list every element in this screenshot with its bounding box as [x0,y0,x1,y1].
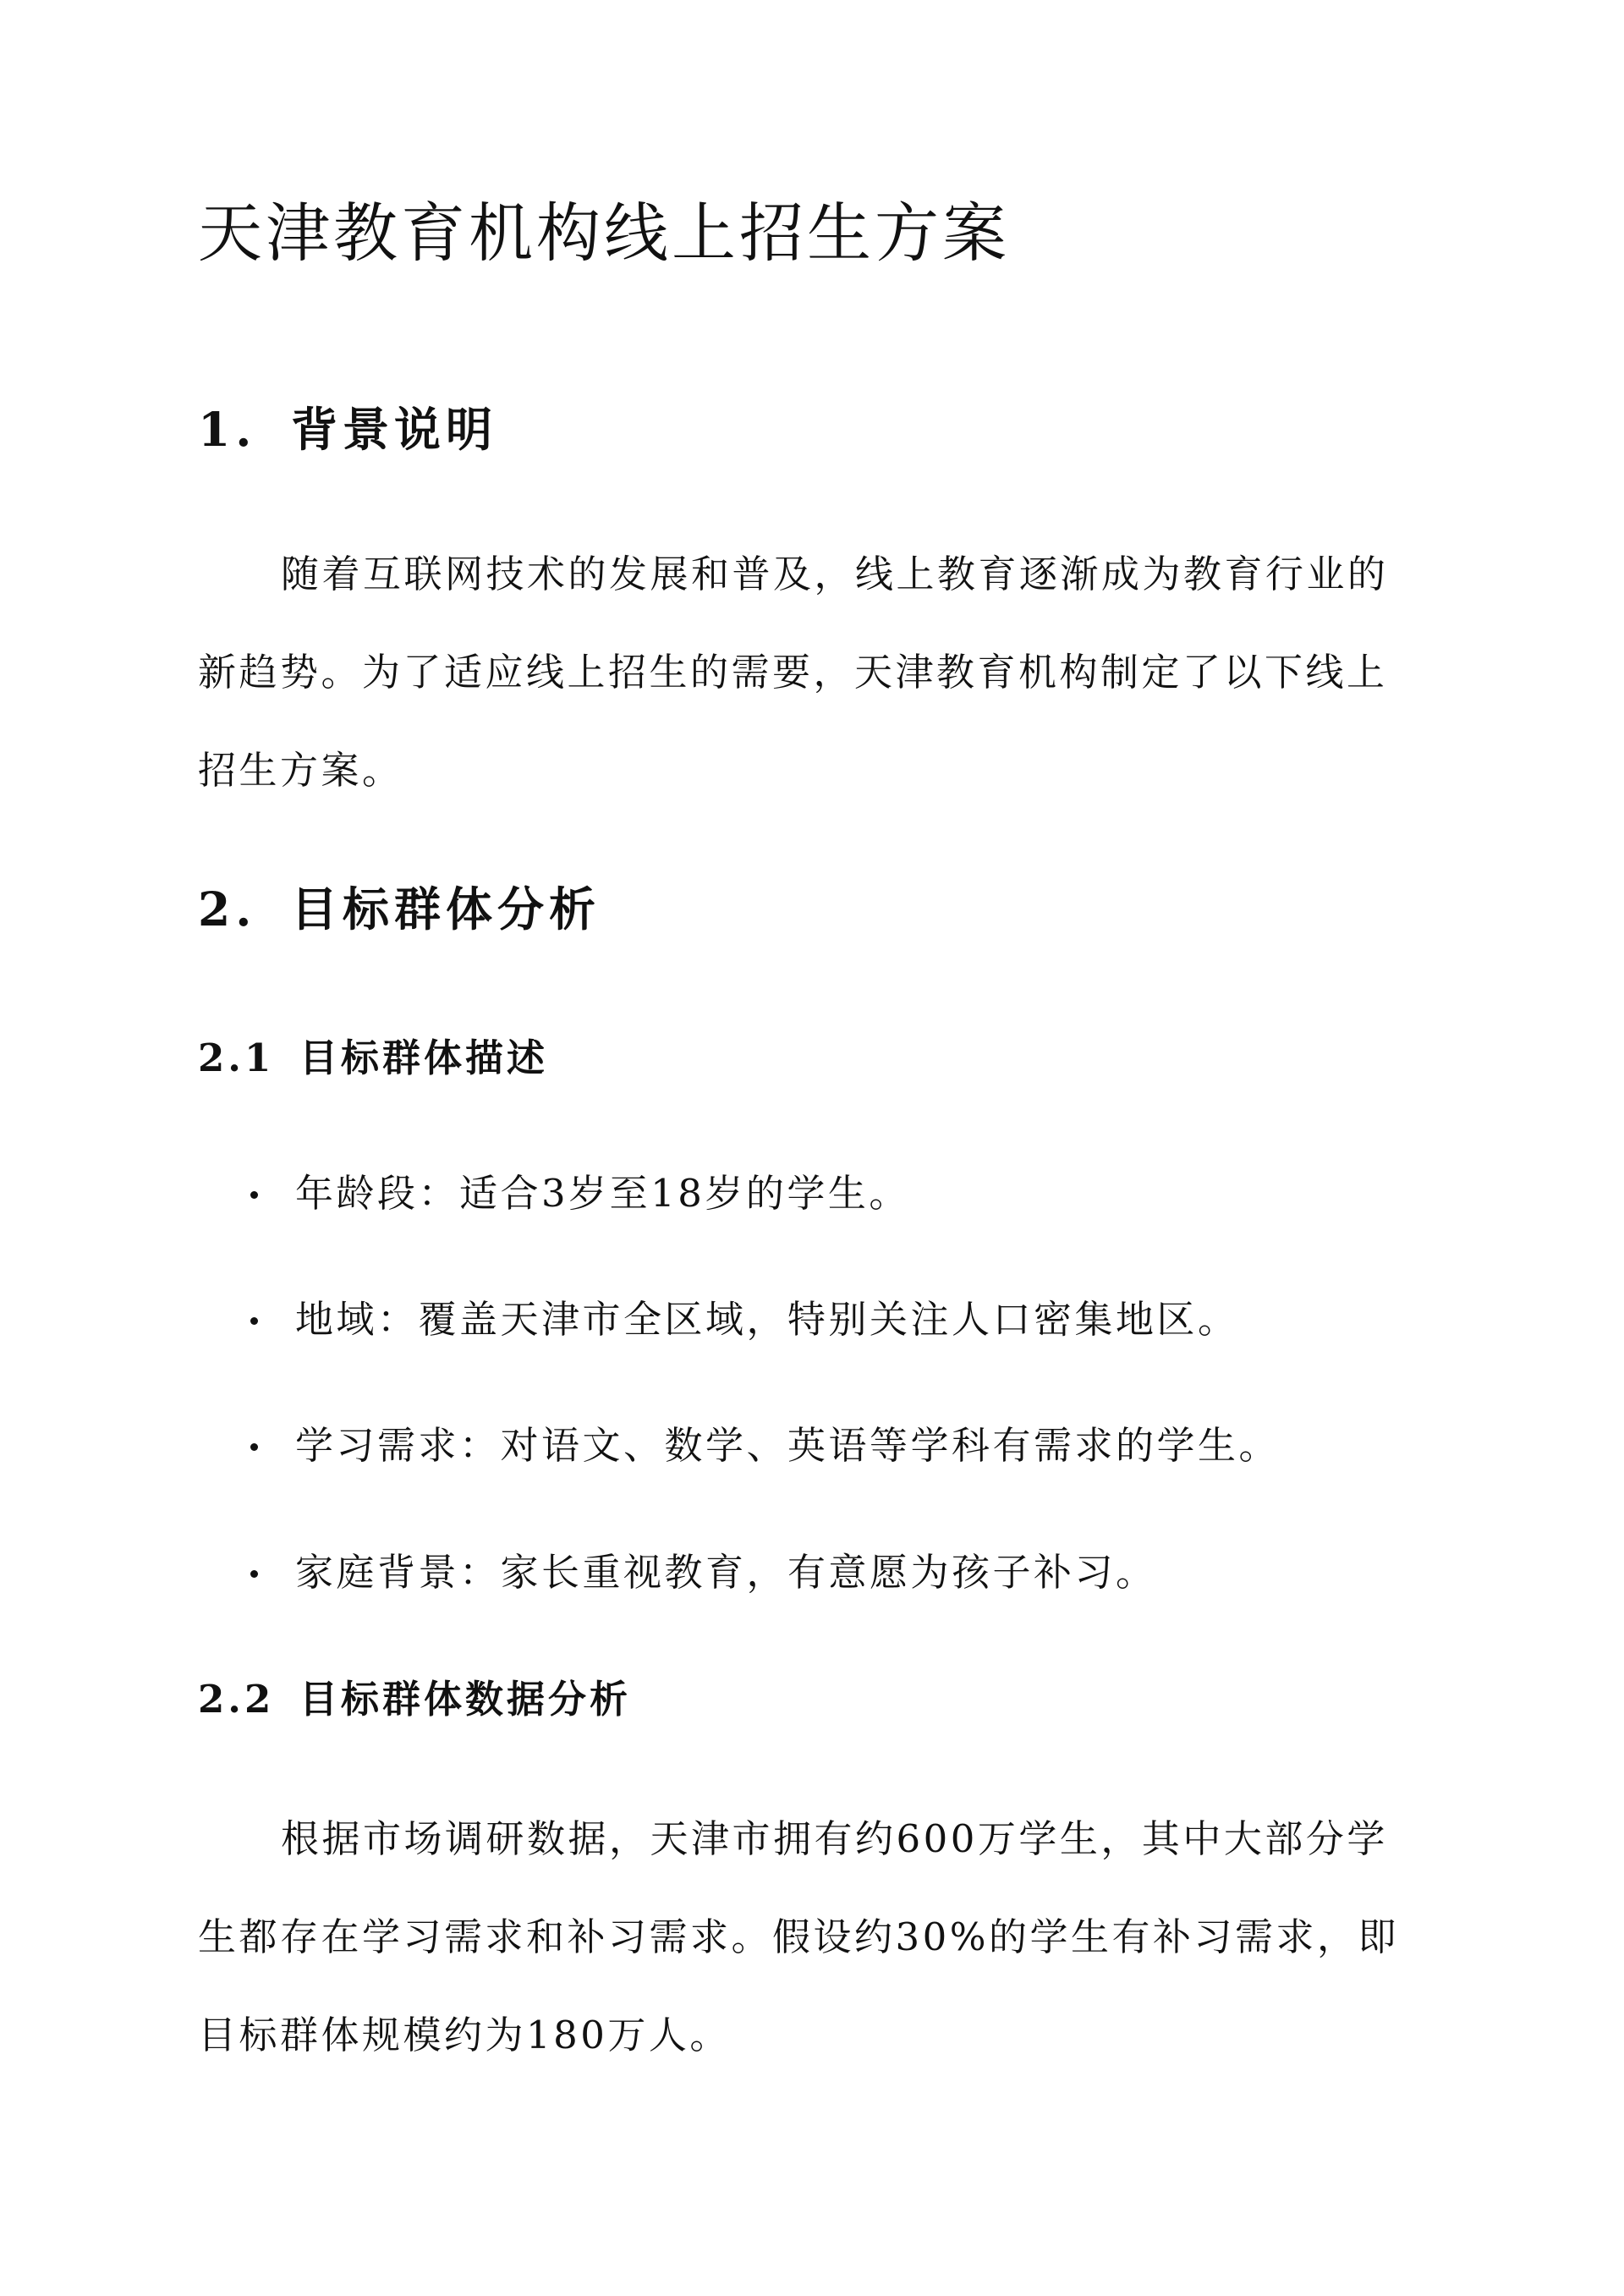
document-title: 天津教育机构线上招生方案 [198,195,1010,271]
subsection-2-1-title: 目标群体描述 [299,1035,549,1080]
section-1-number: 1. [198,402,257,457]
bullet-icon [250,1443,258,1451]
paragraph-line: 招生方案。 [198,748,403,793]
bullet-text: 地域：覆盖天津市全区域，特别关注人口密集地区。 [295,1297,1239,1342]
section-2-number: 2. [198,882,257,937]
bullet-text: 年龄段：适合3岁至18岁的学生。 [295,1171,910,1216]
paragraph-line: 新趋势。为了适应线上招生的需要，天津教育机构制定了以下线上 [198,650,1388,695]
section-2-title: 目标群体分析 [291,882,601,937]
subsection-2-2-title: 目标群体数据分析 [299,1677,632,1722]
paragraph-line: 生都存在学习需求和补习需求。假设约30%的学生有补习需求，即 [198,1914,1400,1959]
section-1-title: 背景说明 [291,402,498,457]
paragraph-line: 随着互联网技术的发展和普及，线上教育逐渐成为教育行业的 [281,552,1389,596]
section-2-heading [198,882,601,937]
section-1-heading [198,402,498,457]
subsection-2-2-number: 2.2 [198,1677,275,1722]
subsection-2-2-heading [198,1677,632,1722]
bullet-text: 家庭背景：家长重视教育，有意愿为孩子补习。 [295,1550,1157,1595]
bullet-text: 学习需求：对语文、数学、英语等学科有需求的学生。 [295,1423,1281,1468]
bullet-icon [250,1570,258,1578]
bullet-icon [250,1317,258,1325]
paragraph-line: 根据市场调研数据，天津市拥有约600万学生，其中大部分学 [281,1816,1388,1861]
subsection-2-1-heading [198,1035,549,1080]
paragraph-line: 目标群体规模约为180万人。 [198,2013,731,2057]
bullet-icon [250,1191,258,1199]
subsection-2-1-number: 2.1 [198,1035,275,1080]
